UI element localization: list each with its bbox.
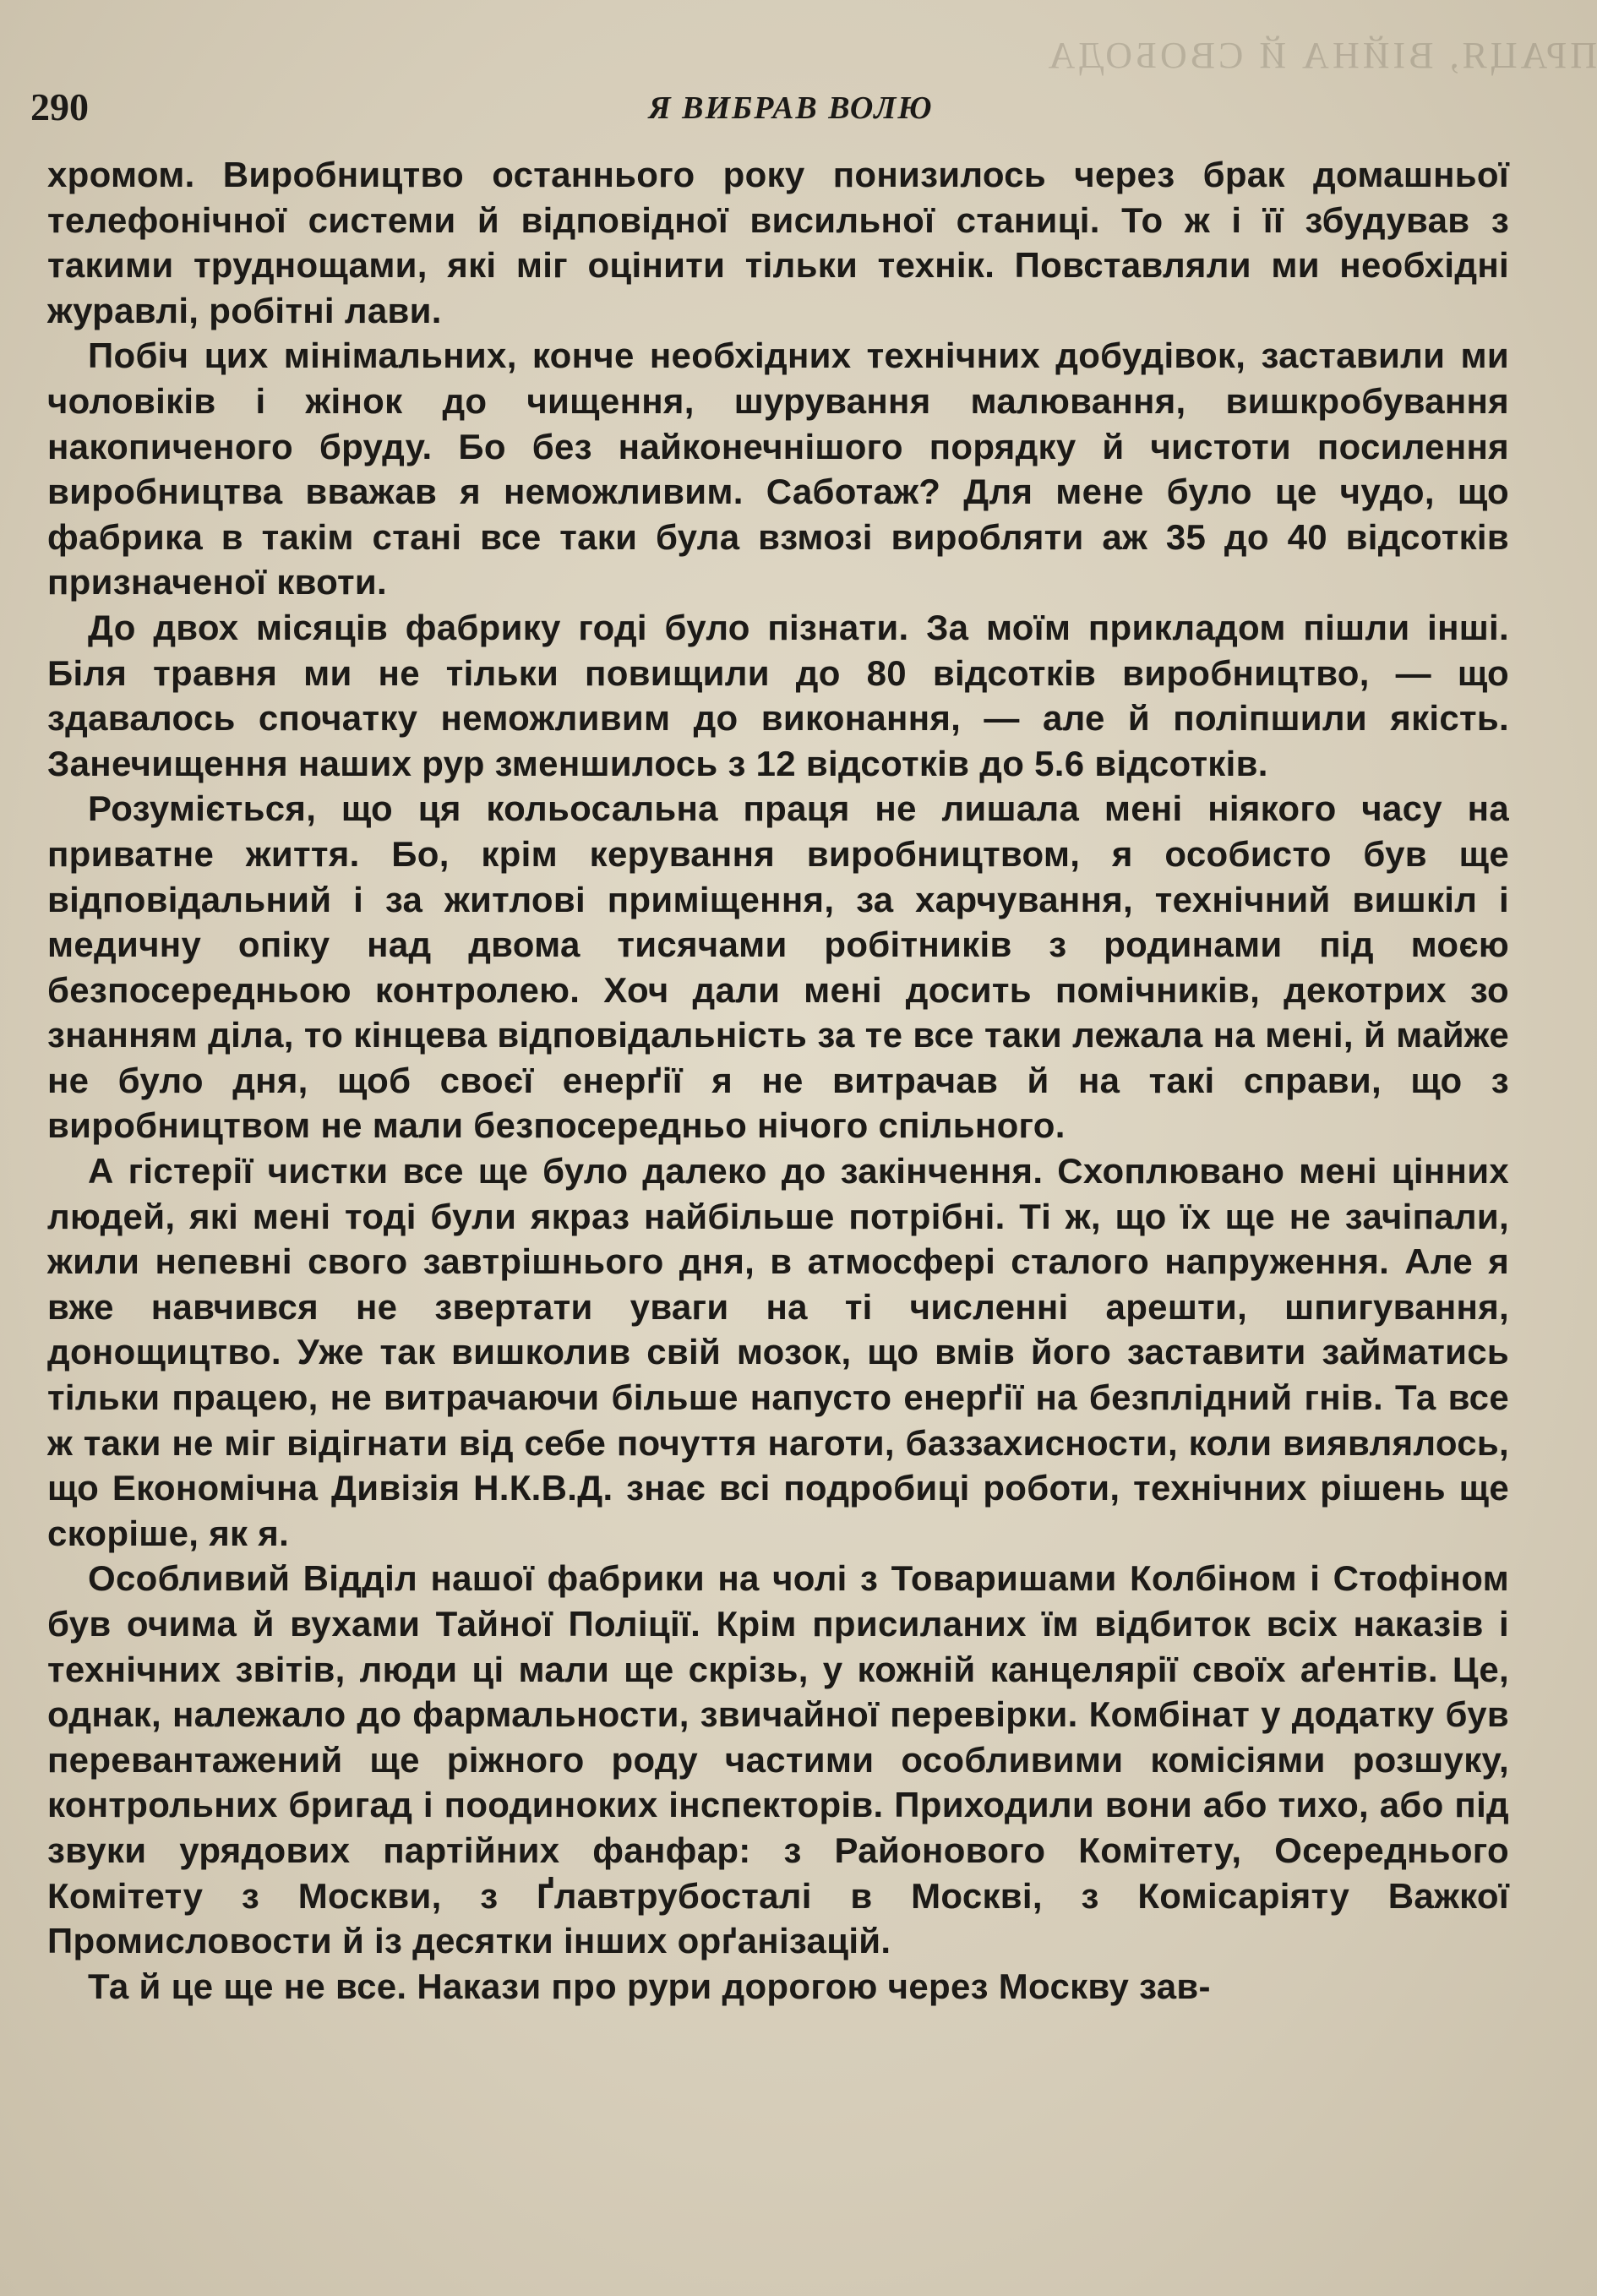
paragraph-3: До двох місяців фабрику годі було пізнати. За моїм прикладом пішли інші. Біля травня ми не тільки повищили до 80 відсотків виробництво, — що здавалось спочатку неможливим до виконання, — але й поліпшили якість. Занечищення наших рур зменшилось з 12 відсотків до 5.6 відсотків.: [47, 607, 1509, 783]
paragraph-7: Та й це ще не все. Накази про рури дорогою через Москву зав-: [88, 1966, 1211, 2006]
body-text: [47, 152, 1509, 2009]
paragraph-2: Побіч цих мінімальних, конче необхідних технічних добудівок, заставили ми чоловіків і жінок до чищення, шурування малювання, вишкробування накопиченого бруду. Бо без найконечнішого порядку й чистоти посилення виробництва вважав я неможливим. Саботаж? Для мене було це чудо, що фабрика в такім стані все таки була взмозі виробляти аж 35 до 40 відсотків призначеної квоти.: [47, 335, 1509, 603]
paragraph-1: хромом. Виробництво останнього року понизилось через брак домашньої телефонічної системи й відповідної висильної станиці. То ж і її збудував з такими труднощами, які міг оцінити тільки технік. Повставляли ми необхідні журавлі, робітні лави.: [47, 155, 1509, 330]
paragraph-4: Розуміється, що ця кольосальна праця не лишала мені ніякого часу на приватне життя. Бо, крім керування виробництвом, я особисто був ще відповідальний і за житлові приміщення, за харчування, технічний вишкіл і медичну опіку над двома тисячами робітників з родинами під моєю безпосередньою контролею. Хоч дали мені досить помічників, декотрих зо знанням діла, то кінцева відповідальність за те все таки лежала на мені, й майже не було дня, щоб своєї енерґії я не витрачав й на такі справи, що з виробництвом не мали безпосередньо нічого спільного.: [47, 788, 1509, 1146]
page-number: 290: [30, 85, 89, 128]
paragraph-6: Особливий Відділ нашої фабрики на чолі з Товаришами Колбіном і Стофіном був очима й вухами Тайної Поліції. Крім присиланих їм відбиток всіх наказів і технічних звітів, люди ці мали ще скрізь, у кожній канцелярії своїх аґентів. Це, однак, належало до фармальности, звичайної перевірки. Комбінат у додатку був перевантажений ще ріжного роду частими особливими комісіями розшуку, контрольних бригад і поодиноких інспекторів. Приходили вони або тихо, або під звуки урядових партійних фанфар: з Районового Комітету, Осереднього Комітету з Москви, з Ґлавтрубосталі в Москві, з Комісаріяту Важкої Промисловости й із десятки інших орґанізацій.: [47, 1558, 1509, 1961]
page-header: [30, 85, 1551, 135]
bleed-through-text: ПРАЦЯ, ВІЙНА Й СВОБОДА: [1044, 35, 1597, 76]
paragraph-5: А гістерії чистки все ще було далеко до закінчення. Схоплювано мені цінних людей, які мені тоді були якраз найбільше потрібні. Ті ж, що їх ще не зачіпали, жили непевні свого завтрішнього дня, в атмосфері сталого напруження. Але я вже навчився не звертати уваги на ті численні арешти, шпигування, донощицтво. Уже так вишколив свій мозок, що вмів його заставити займатись тільки працею, не витрачаючи більше напусто енерґії на безплідний гнів. Та все ж таки не міг відігнати від себе почуття наготи, баззахисности, коли виявлялось, що Економічна Дивізія Н.К.В.Д. знає всі подробиці роботи, технічних рішень ще скоріше, як я.: [47, 1151, 1509, 1553]
running-title: Я ВИБРАВ ВОЛЮ: [648, 90, 934, 126]
